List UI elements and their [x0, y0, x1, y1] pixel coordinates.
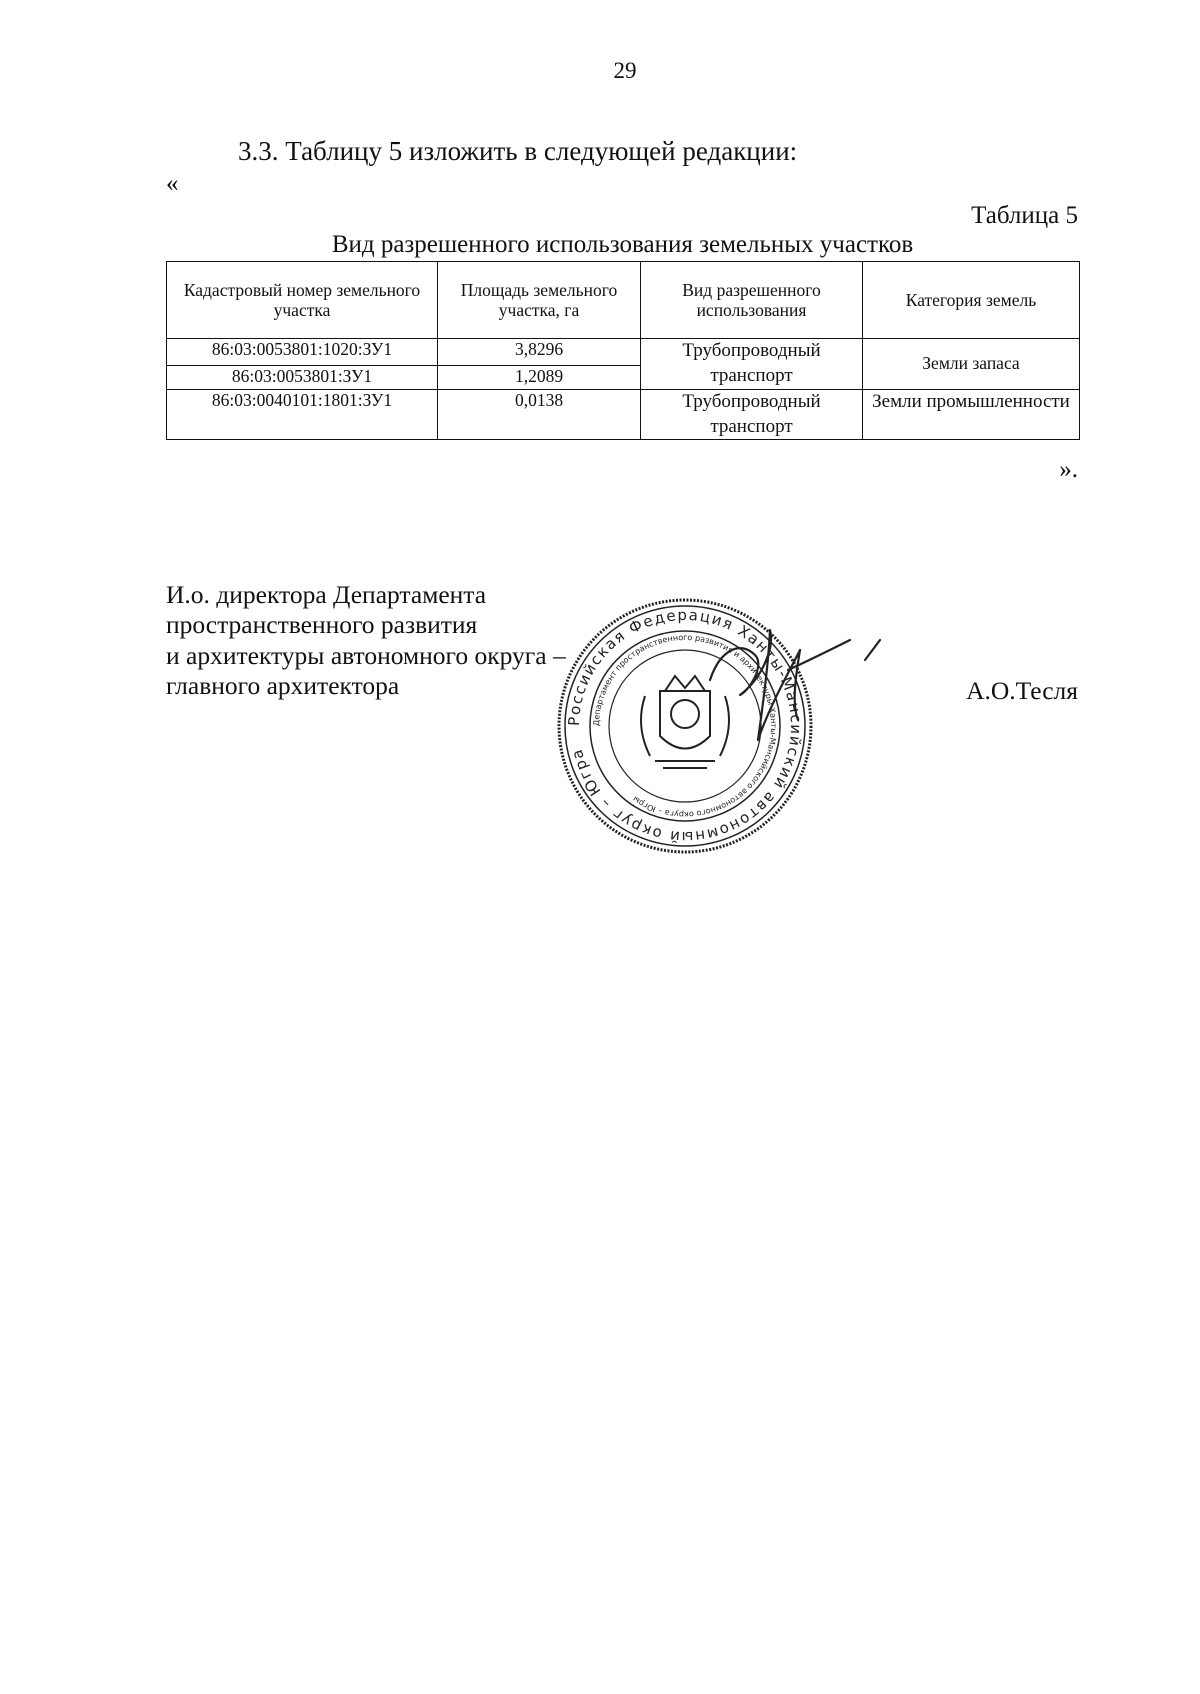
cell-permitted-use: Трубопроводный транспорт [641, 390, 863, 440]
cell-area: 3,8296 [438, 339, 641, 366]
signatory-line: и архитектуры автономного округа – [166, 640, 566, 670]
signer-name: А.О.Тесля [966, 676, 1078, 705]
header-area: Площадь земельного участка, га [438, 262, 641, 339]
table-row [167, 339, 1080, 366]
cell-cadastral-number: 86:03:0053801:ЗУ1 [167, 366, 438, 390]
opening-quote: « [166, 170, 179, 197]
table-label: Таблица 5 [971, 202, 1078, 229]
table-header-row [167, 262, 1080, 339]
cell-land-category: Земли запаса [863, 339, 1080, 390]
header-land-category: Категория земель [863, 262, 1080, 339]
cell-area: 0,0138 [438, 390, 641, 440]
closing-quote: ». [1059, 456, 1078, 483]
cell-permitted-use: Трубопроводный транспорт [641, 339, 863, 390]
signatory-line: пространственного развития [166, 610, 478, 640]
instruction-text: 3.3. Таблицу 5 изложить в следующей редакции: [238, 136, 798, 166]
land-plots-table [166, 261, 1080, 440]
signatory-block [166, 580, 566, 701]
seal-inner-text: Департамент пространственного развития и архитектуры Ханты-Мансийского автономного округа – Югры [591, 632, 779, 820]
signatory-line: И.о. директора Департамента [166, 580, 487, 609]
page-number: 29 [613, 58, 637, 83]
signatory-line: главного архитектора [166, 671, 400, 701]
header-cadastral-number: Кадастровый номер земельного участка [167, 262, 438, 339]
cell-cadastral-number: 86:03:0040101:1801:ЗУ1 [167, 390, 438, 440]
table-caption: Вид разрешенного использования земельных участков [331, 231, 914, 258]
handwritten-signature [700, 610, 890, 770]
seal-outer-text: Российская Федерация Ханты-Мансийский автономный округ – Югра [564, 605, 806, 847]
cell-land-category: Земли промышленности [863, 390, 1080, 440]
table-row [167, 390, 1080, 440]
cell-area: 1,2089 [438, 366, 641, 390]
cell-cadastral-number: 86:03:0053801:1020:ЗУ1 [167, 339, 438, 366]
header-permitted-use: Вид разрешенного использования [641, 262, 863, 339]
